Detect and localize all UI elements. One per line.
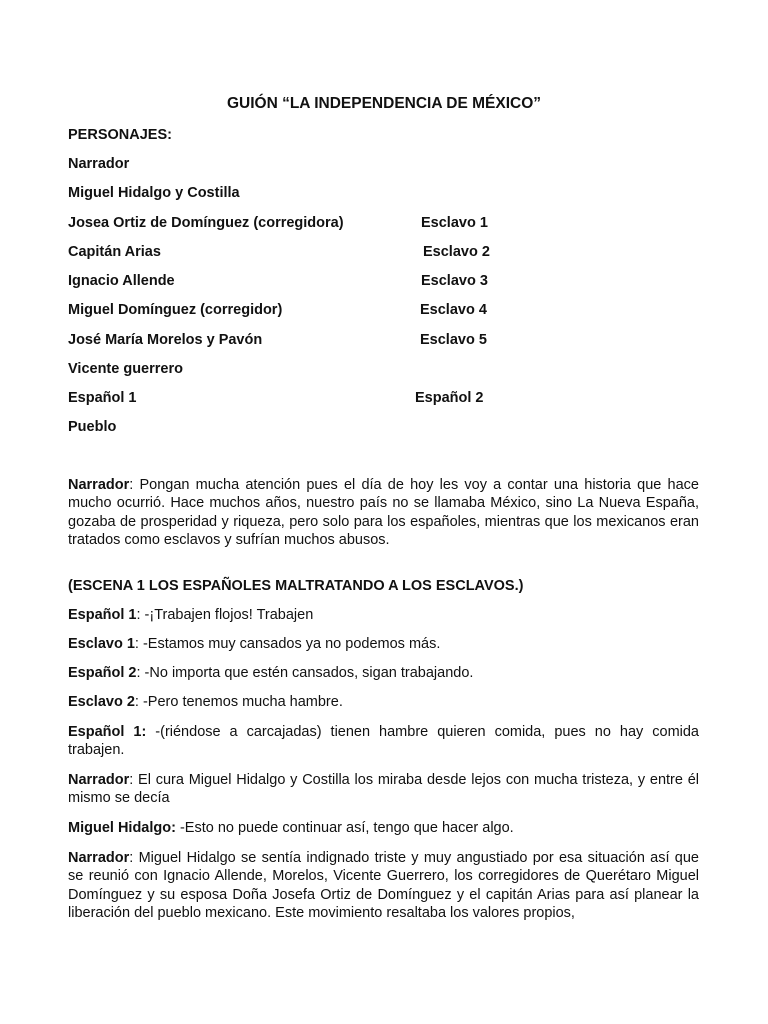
character-name: Ignacio Allende: [68, 273, 175, 289]
character-name-right: Esclavo 2: [423, 244, 490, 260]
speaker-label: Narrador: [68, 772, 130, 788]
character-name: Miguel Domínguez (corregidor): [68, 302, 283, 318]
dialogue-text: : -Estamos muy cansados ya no podemos más.: [134, 636, 441, 652]
character-name-right: Esclavo 5: [420, 332, 487, 348]
dialogue-paragraph: [68, 771, 699, 808]
dialogue-line: [68, 694, 343, 710]
dialogue-text: : -Pero tenemos mucha hambre.: [134, 694, 343, 710]
speaker-label: Narrador: [68, 477, 130, 493]
character-name-right: Esclavo 3: [421, 273, 488, 289]
dialogue-text: : -No importa que estén cansados, sigan trabajando.: [136, 665, 474, 681]
speaker-label: Español 1:: [68, 724, 147, 740]
speaker-label: Español 1: [68, 607, 137, 623]
speaker-label: Esclavo 2: [68, 694, 135, 710]
character-name: Josea Ortiz de Domínguez (corregidora): [68, 215, 344, 231]
speaker-label: Miguel Hidalgo:: [68, 820, 176, 836]
paragraph-text: : Pongan mucha atención pues el día de hoy les voy a contar una historia que hace mucho ocurrió. Hace muchos años, nuestro país no se llamaba México, sino La Nueva España, gozaba de prosperidad y riqueza, pero solo para los españoles, mientras que los mexicanos eran tratados como esclavos y sufrían muchos abusos.: [68, 477, 699, 548]
character-name-right: Español 2: [415, 390, 484, 406]
character-name: Español 1: [68, 390, 137, 406]
character-name: Vicente guerrero: [68, 361, 183, 377]
character-name-right: Esclavo 4: [420, 302, 487, 318]
character-name-right: Esclavo 1: [421, 215, 488, 231]
dialogue-text: -(riéndose a carcajadas) tienen hambre quieren comida, pues no hay comida trabajen.: [68, 724, 699, 759]
speaker-label: Narrador: [68, 850, 130, 866]
speaker-label: Español 2: [68, 665, 137, 681]
character-name: Narrador: [68, 156, 130, 172]
character-name: Miguel Hidalgo y Costilla: [68, 185, 240, 201]
dialogue-text: -Esto no puede continuar así, tengo que hacer algo.: [175, 820, 514, 836]
dialogue-text: : El cura Miguel Hidalgo y Costilla los miraba desde lejos con mucha tristeza, y entre él mismo se decía: [68, 772, 699, 807]
dialogue-line: [68, 820, 514, 836]
character-name: José María Morelos y Pavón: [68, 332, 263, 348]
dialogue-paragraph: [68, 723, 699, 760]
dialogue-text: : -¡Trabajen flojos! Trabajen: [136, 607, 314, 623]
character-name: Pueblo: [68, 419, 117, 435]
intro-paragraph: [68, 476, 699, 549]
speaker-label: Esclavo 1: [68, 636, 135, 652]
dialogue-line: [68, 607, 313, 623]
dialogue-paragraph: [68, 849, 699, 922]
dialogue-line: [68, 665, 473, 681]
character-name: Capitán Arias: [68, 244, 161, 260]
characters-heading: PERSONAJES:: [68, 127, 172, 143]
document-title: GUIÓN “LA INDEPENDENCIA DE MÉXICO”: [226, 95, 542, 112]
scene-heading: (ESCENA 1 LOS ESPAÑOLES MALTRATANDO A LOS ESCLAVOS.): [68, 578, 524, 594]
dialogue-text: : Miguel Hidalgo se sentía indignado triste y muy angustiado por esa situación así que se reunió con Ignacio Allende, Morelos, Vicente Guerrero, los corregidores de Querétaro Miguel Domínguez y su esposa Doña Josefa Ortiz de Domínguez y el capitán Arias para así planear la liberación del pueblo mexicano. Este movimiento resaltaba los valores propios,: [68, 850, 699, 921]
dialogue-line: [68, 636, 440, 652]
